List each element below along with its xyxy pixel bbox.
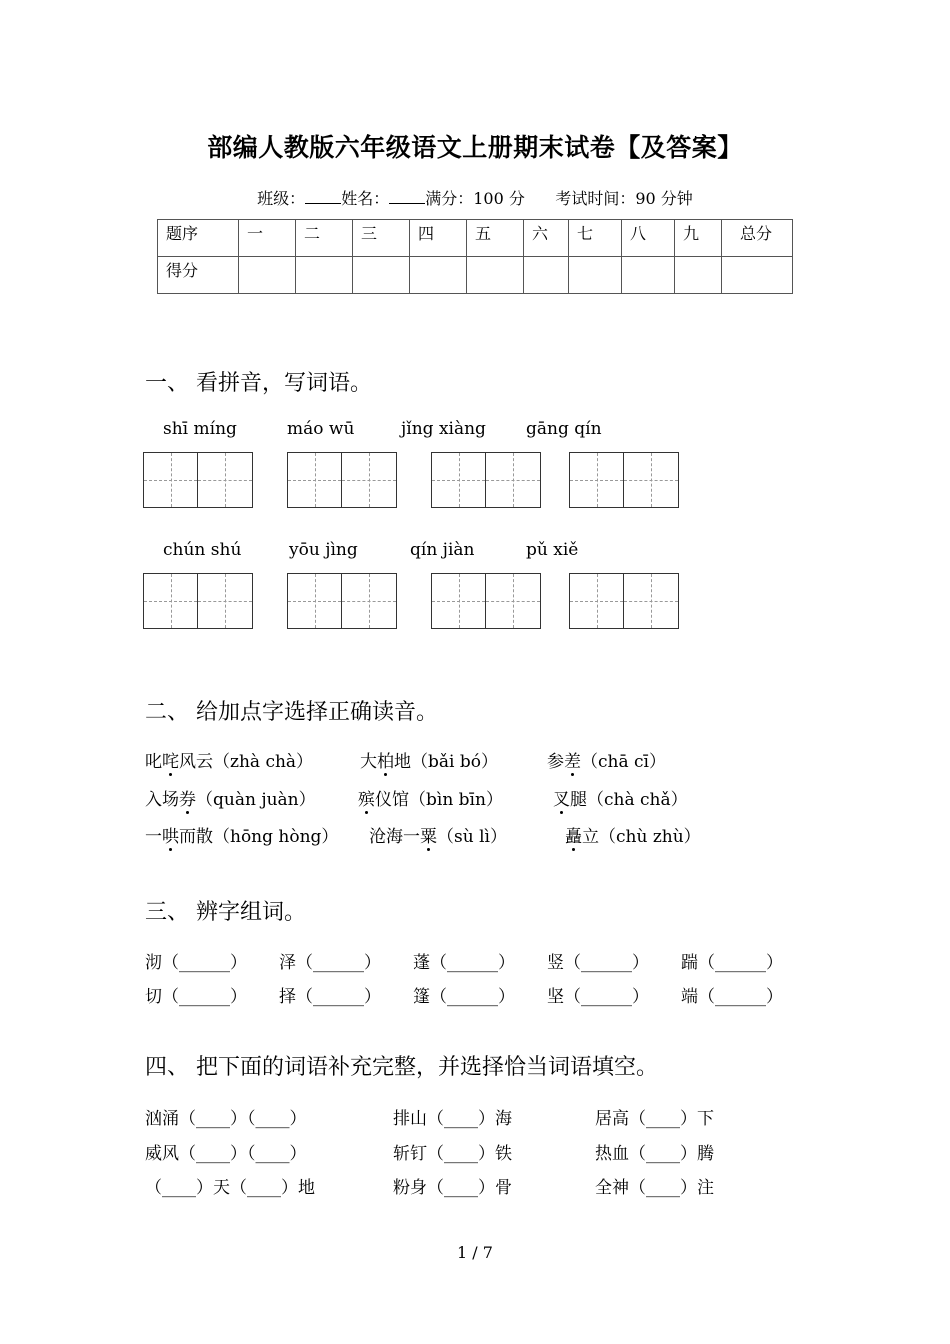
idiom-item[interactable]: 汹涌（____）（____） <box>145 1109 307 1129</box>
score-table <box>157 219 793 294</box>
grid-cell[interactable] <box>570 453 624 507</box>
idiom-item[interactable]: 威风（____）（____） <box>145 1144 307 1164</box>
reading-item <box>553 785 688 810</box>
idiom-item[interactable]: 居高（____）下 <box>595 1109 714 1129</box>
dotted-char: 咤 <box>162 747 179 772</box>
table-header-cell: 二 <box>296 220 353 257</box>
page-title: 部编人教版六年级语文上册期末试卷【及答案】 <box>207 133 743 162</box>
word-group-item[interactable]: 篷（______） <box>413 987 515 1007</box>
grid-cell[interactable] <box>144 453 198 507</box>
grid-cell[interactable] <box>198 453 252 507</box>
dotted-char: 殡 <box>358 785 375 810</box>
dotted-char: 矗 <box>565 822 582 847</box>
pinyin-label: jǐng xiàng <box>401 419 486 439</box>
dotted-char: 哄 <box>162 822 179 847</box>
grid-cell[interactable] <box>288 453 342 507</box>
dotted-char: 叉 <box>553 785 570 810</box>
grid-cell[interactable] <box>486 453 540 507</box>
pinyin-label: máo wū <box>287 419 355 439</box>
item-text: 腿（chà chǎ） <box>570 790 688 810</box>
grid-cell[interactable] <box>432 453 486 507</box>
item-text: 叱 <box>145 752 162 772</box>
score-cell[interactable] <box>410 257 467 294</box>
pinyin-label: qín jiàn <box>410 540 475 560</box>
grid-cell[interactable] <box>288 574 342 628</box>
class-label: 班级： <box>257 189 306 208</box>
word-group-item[interactable]: 择（______） <box>279 987 381 1007</box>
reading-item <box>369 822 507 847</box>
item-text: 地（bǎi bó） <box>394 752 498 772</box>
section-2-heading: 二、 给加点字选择正确读音。 <box>145 700 438 725</box>
name-blank[interactable] <box>389 189 425 204</box>
section-4-heading: 四、 把下面的词语补充完整，并选择恰当词语填空。 <box>145 1055 658 1080</box>
idiom-item[interactable]: （____）天（____）地 <box>145 1178 315 1198</box>
score-cell[interactable] <box>569 257 622 294</box>
writing-grid[interactable] <box>143 452 253 508</box>
exam-time: 考试时间：90 分钟 <box>555 189 693 208</box>
name-label: 姓名： <box>341 189 390 208</box>
section-1-heading: 一、 看拼音，写词语。 <box>145 371 372 396</box>
grid-cell[interactable] <box>144 574 198 628</box>
writing-grid[interactable] <box>143 573 253 629</box>
score-table-header-row <box>158 220 793 257</box>
grid-cell[interactable] <box>486 574 540 628</box>
idiom-item[interactable]: 斩钉（____）铁 <box>393 1144 512 1164</box>
exam-info <box>0 186 950 209</box>
score-table-score-row <box>158 257 793 294</box>
writing-grid[interactable] <box>569 452 679 508</box>
score-cell[interactable] <box>467 257 524 294</box>
pinyin-label: chún shú <box>163 540 242 560</box>
score-cell[interactable] <box>722 257 793 294</box>
item-text: 大 <box>360 752 377 772</box>
reading-item <box>358 785 503 810</box>
item-text: 入场 <box>145 790 179 810</box>
pinyin-label: shī míng <box>163 419 237 439</box>
item-text: （sù lì） <box>437 827 507 847</box>
score-cell[interactable] <box>622 257 675 294</box>
item-text: 风云（zhà chà） <box>179 752 314 772</box>
table-header-cell: 六 <box>524 220 569 257</box>
idiom-item[interactable]: 热血（____）腾 <box>595 1144 714 1164</box>
writing-grid[interactable] <box>431 573 541 629</box>
full-score: 满分：100 分 <box>425 189 525 208</box>
grid-cell[interactable] <box>342 574 396 628</box>
item-text: 参 <box>547 752 564 772</box>
reading-item <box>145 822 338 847</box>
word-group-item[interactable]: 泽（______） <box>279 953 381 973</box>
score-row-label: 得分 <box>158 257 239 294</box>
idiom-item[interactable]: 全神（____）注 <box>595 1178 714 1198</box>
dotted-char: 粟 <box>420 822 437 847</box>
score-cell[interactable] <box>353 257 410 294</box>
pinyin-label: gāng qín <box>526 419 602 439</box>
table-header-cell: 七 <box>569 220 622 257</box>
section-3-heading: 三、 辨字组词。 <box>145 900 306 925</box>
word-group-item[interactable]: 切（______） <box>145 987 247 1007</box>
class-blank[interactable] <box>305 189 341 204</box>
table-header-cell: 八 <box>622 220 675 257</box>
pinyin-label: yōu jìng <box>289 540 358 560</box>
reading-item <box>565 822 701 847</box>
dotted-char: 差 <box>564 747 581 772</box>
score-cell[interactable] <box>239 257 296 294</box>
table-header-cell: 题序 <box>158 220 239 257</box>
grid-cell[interactable] <box>198 574 252 628</box>
grid-cell[interactable] <box>342 453 396 507</box>
item-text: （quàn juàn） <box>196 790 316 810</box>
grid-cell[interactable] <box>624 574 678 628</box>
table-header-cell: 五 <box>467 220 524 257</box>
item-text: （chā cī） <box>581 752 666 772</box>
idiom-item[interactable]: 粉身（____）骨 <box>393 1178 512 1198</box>
grid-cell[interactable] <box>432 574 486 628</box>
writing-grid[interactable] <box>287 573 397 629</box>
score-cell[interactable] <box>524 257 569 294</box>
dotted-char: 券 <box>179 785 196 810</box>
word-group-item[interactable]: 沏（______） <box>145 953 247 973</box>
table-header-cell: 三 <box>353 220 410 257</box>
pinyin-label: pǔ xiě <box>526 540 579 560</box>
writing-grid[interactable] <box>431 452 541 508</box>
table-header-cell: 九 <box>675 220 722 257</box>
table-header-cell: 一 <box>239 220 296 257</box>
dotted-char: 柏 <box>377 747 394 772</box>
item-text: 沧海一 <box>369 827 420 847</box>
table-header-cell: 总分 <box>722 220 793 257</box>
item-text: 而散（hōng hòng） <box>179 827 339 847</box>
reading-item <box>145 785 316 810</box>
item-text: 立（chù zhù） <box>582 827 701 847</box>
reading-item <box>145 747 313 772</box>
grid-cell[interactable] <box>570 574 624 628</box>
item-text: 仪馆（bìn bīn） <box>375 790 503 810</box>
item-text: 一 <box>145 827 162 847</box>
score-cell[interactable] <box>675 257 722 294</box>
word-group-item[interactable]: 踹（______） <box>681 953 783 973</box>
idiom-item[interactable]: 排山（____）海 <box>393 1109 512 1129</box>
reading-item <box>360 747 498 772</box>
word-group-item[interactable]: 竖（______） <box>547 953 649 973</box>
writing-grid[interactable] <box>287 452 397 508</box>
writing-grid[interactable] <box>569 573 679 629</box>
word-group-item[interactable]: 蓬（______） <box>413 953 515 973</box>
word-group-item[interactable]: 坚（______） <box>547 987 649 1007</box>
score-cell[interactable] <box>296 257 353 294</box>
table-header-cell: 四 <box>410 220 467 257</box>
word-group-item[interactable]: 端（______） <box>681 987 783 1007</box>
reading-item <box>547 747 666 772</box>
grid-cell[interactable] <box>624 453 678 507</box>
page-number: 1 / 7 <box>457 1243 493 1262</box>
